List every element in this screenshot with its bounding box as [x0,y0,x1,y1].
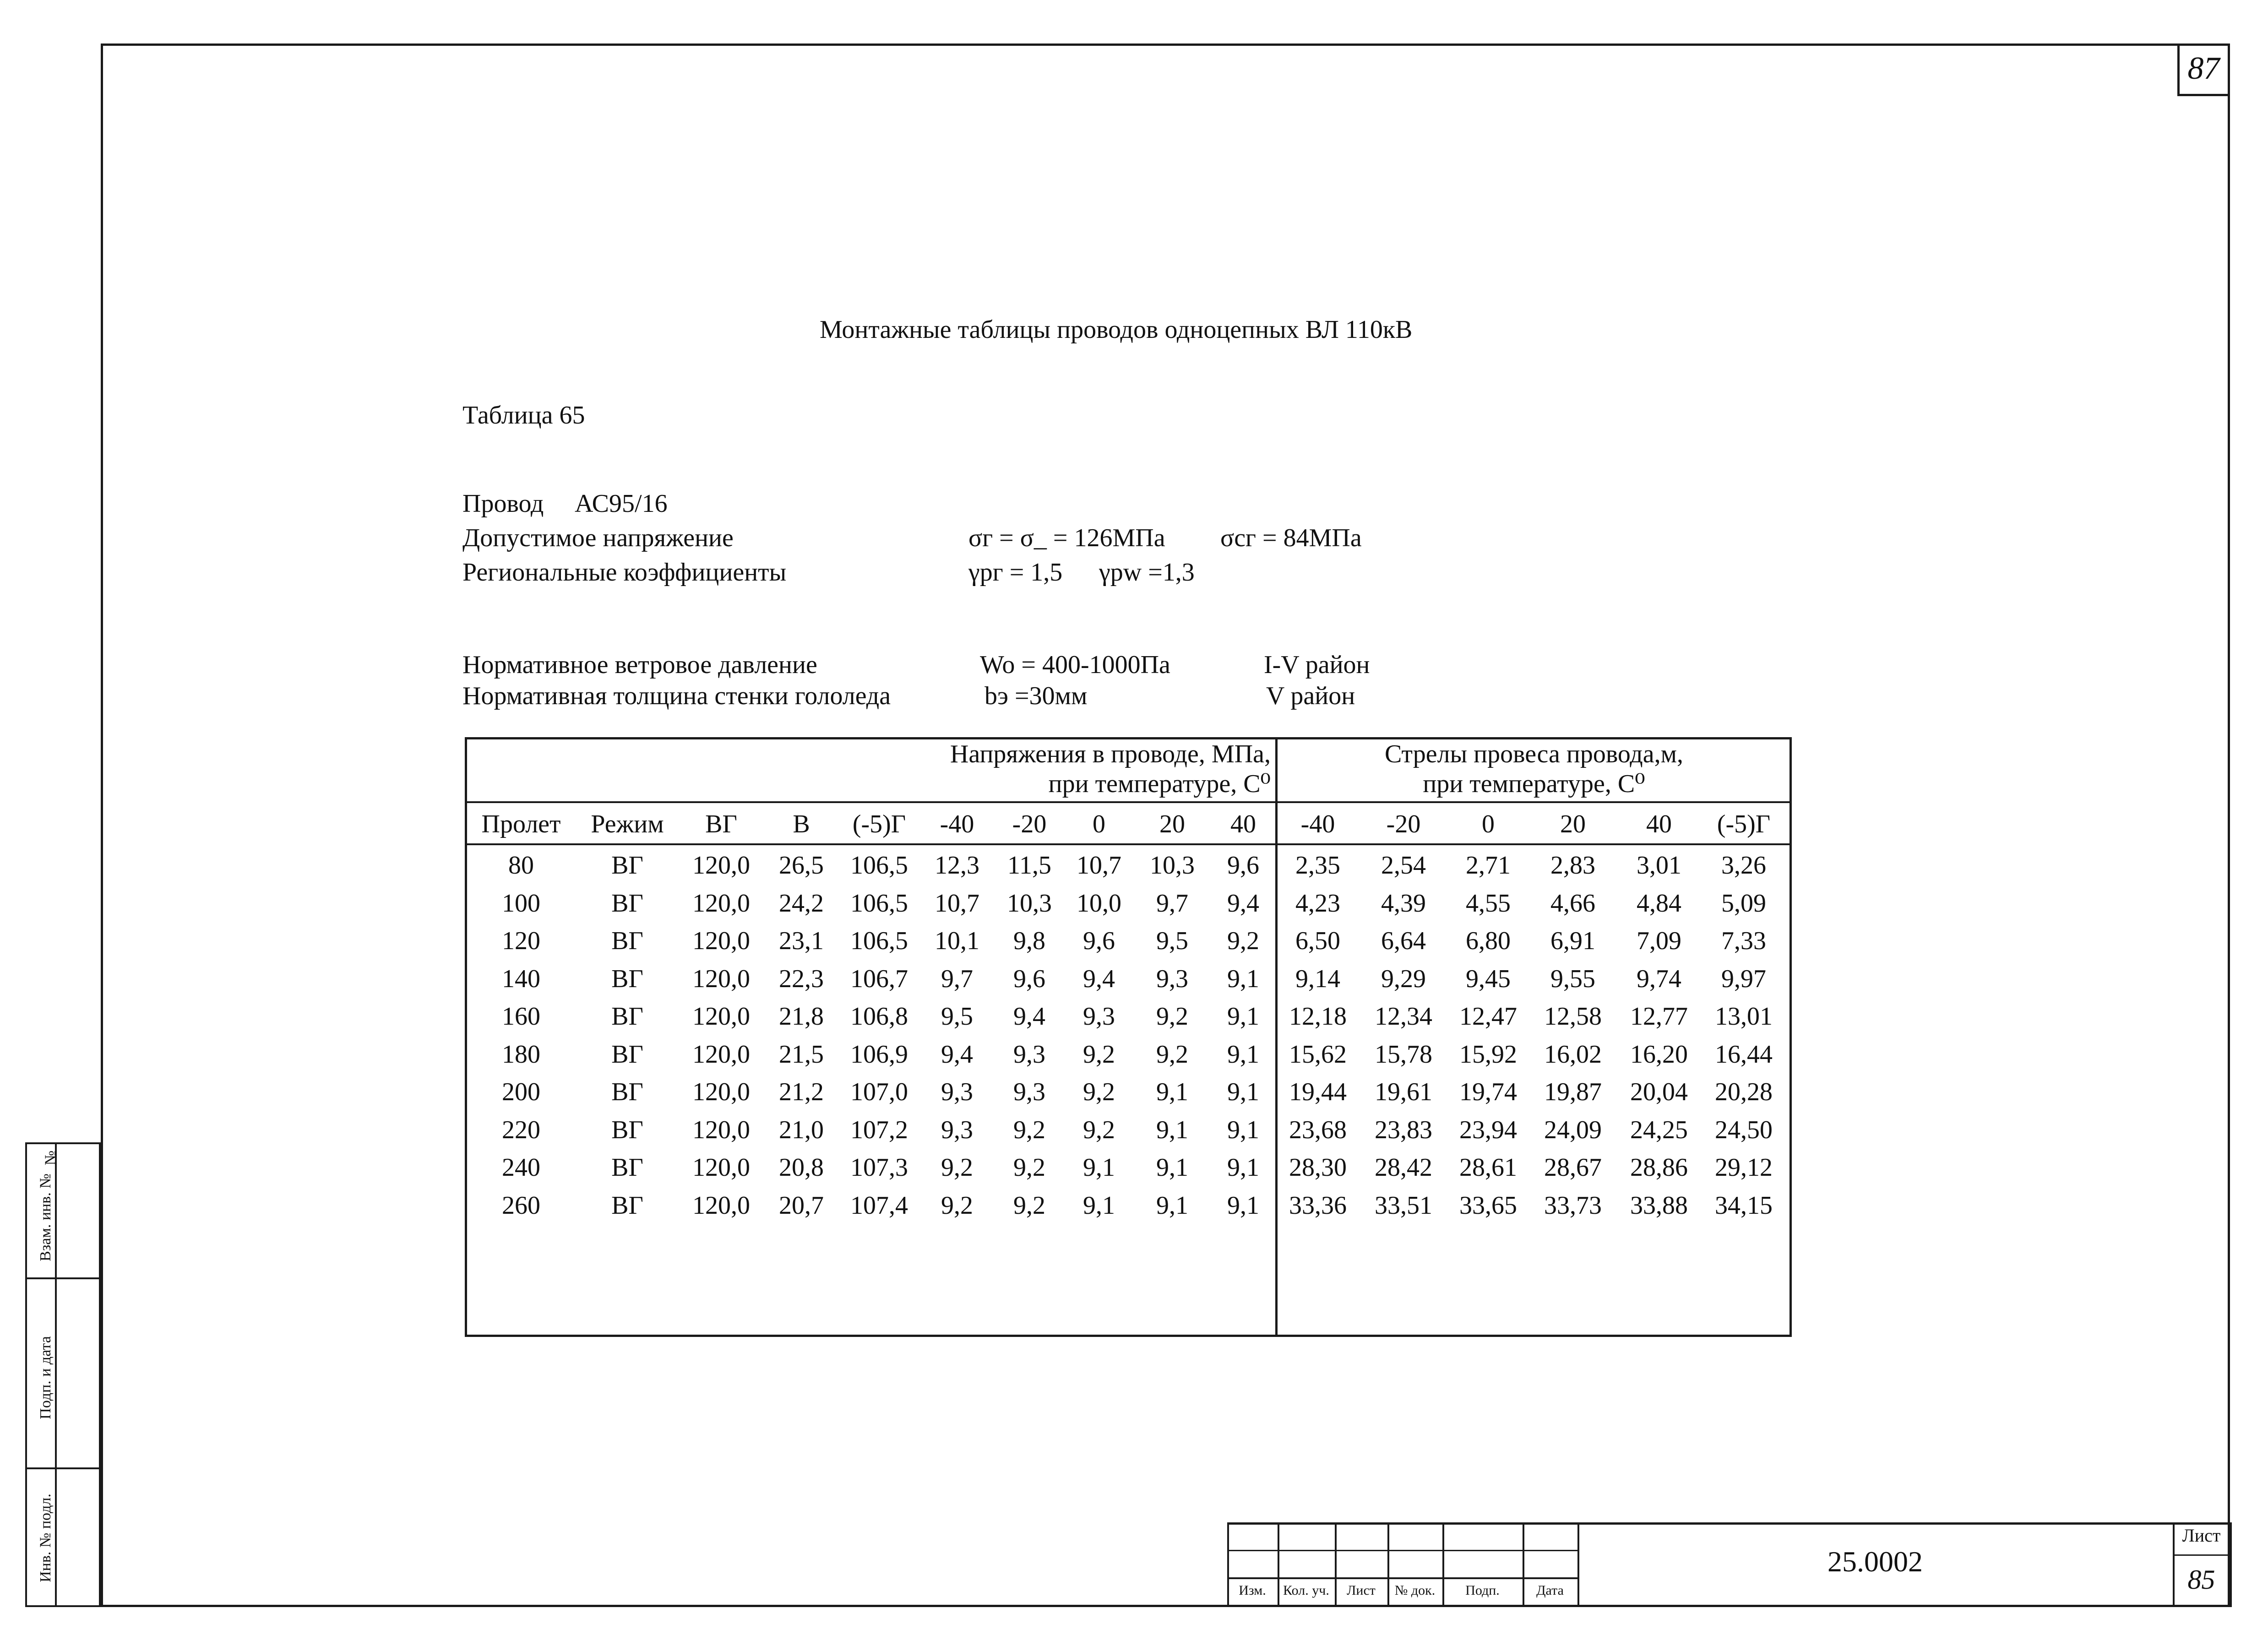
sheet-number: 85 [2187,1564,2215,1595]
table-cell: 28,30 [1289,1153,1347,1182]
table-cell: 200 [502,1078,540,1106]
table-cell: 9,5 [1156,927,1188,955]
table-cell: 9,1 [1156,1115,1188,1144]
side-stamp [25,1142,101,1607]
table-cell: 9,2 [1013,1115,1045,1144]
table-cell: 12,58 [1544,1002,1602,1031]
table-cell: 107,0 [850,1078,908,1106]
table-cell: 24,25 [1630,1115,1688,1144]
table-cell: 4,39 [1381,889,1426,918]
table-cell: 9,1 [1227,1040,1259,1069]
table-cell: 23,83 [1375,1115,1432,1144]
ice-value: bэ =30мм [984,682,1088,710]
table-cell: 9,2 [1083,1040,1115,1069]
regional-coeff-value2: γpw =1,3 [1099,558,1195,587]
table-cell: 9,2 [941,1153,973,1182]
table-cell: ВГ [611,851,643,880]
table-cell: ВГ [611,927,643,955]
table-cell: 9,4 [1083,964,1115,993]
table-cell: 9,97 [1721,964,1766,993]
table-cell: 140 [502,964,540,993]
table-cell: ВГ [611,1115,643,1144]
table-cell: 10,1 [935,927,979,955]
column-header: -40 [1300,810,1335,838]
table-cell: 180 [502,1040,540,1069]
table-cell: 160 [502,1002,540,1031]
table-cell: 9,2 [1227,927,1259,955]
table-cell: 120,0 [692,851,750,880]
ice-label: Нормативная толщина стенки гололеда [462,682,891,710]
table-cell: 33,88 [1630,1191,1688,1220]
table-cell: 9,2 [941,1191,973,1220]
table-cell: 11,5 [1007,851,1051,880]
table-cell: 9,1 [1227,964,1259,993]
table-cell: 28,67 [1544,1153,1602,1182]
table-cell: 5,09 [1721,889,1766,918]
stamp-hline [1227,1550,1577,1551]
table-cell: ВГ [611,1153,643,1182]
table-cell: 9,2 [1013,1153,1045,1182]
table-cell: 4,23 [1295,889,1340,918]
table-cell: 20,7 [779,1191,824,1220]
table-cell: 9,3 [941,1115,973,1144]
column-header: Режим [591,810,664,838]
stamp-hline [1227,1577,1577,1579]
table-cell: 106,5 [850,927,908,955]
stamp-col-label: № док. [1394,1583,1436,1598]
table-cell: 106,7 [850,964,908,993]
table-cell: 9,1 [1083,1191,1115,1220]
table-cell: 9,2 [1156,1040,1188,1069]
column-header: 0 [1482,810,1495,838]
table-cell: 3,01 [1637,851,1681,880]
table-cell: ВГ [611,1002,643,1031]
allowable-stress-value1: σг = σ_ = 126МПа [968,524,1165,552]
table-cell: 9,4 [1013,1002,1045,1031]
table-cell: 9,74 [1637,964,1681,993]
table-cell: 19,87 [1544,1078,1602,1106]
column-header: В [793,810,810,838]
table-cell: 9,2 [1156,1002,1188,1031]
doc-number: 25.0002 [1827,1545,1923,1578]
stamp-col-label: Кол. уч. [1283,1583,1329,1598]
table-cell: 9,3 [1083,1002,1115,1031]
table-cell: 9,45 [1466,964,1511,993]
table-cell: 33,73 [1544,1191,1602,1220]
table-cell: ВГ [611,1078,643,1106]
allowable-stress-label: Допустимое напряжение [462,524,734,552]
table-cell: 107,4 [850,1191,908,1220]
table-cell: 120,0 [692,1153,750,1182]
table-cell: 7,33 [1721,927,1766,955]
table-cell: 4,55 [1466,889,1511,918]
table-cell: 9,2 [1083,1115,1115,1144]
table-cell: 120,0 [692,1002,750,1031]
table-cell: 10,3 [1007,889,1052,918]
table-cell: 9,4 [941,1040,973,1069]
table-cell: 120,0 [692,889,750,918]
table-cell: 10,7 [1077,851,1121,880]
table-cell: 6,50 [1295,927,1340,955]
table-cell: 120,0 [692,1191,750,1220]
table-cell: 9,4 [1227,889,1259,918]
sag-header-line1: Стрелы провеса провода,м, [1384,740,1684,768]
table-cell: 120,0 [692,1115,750,1144]
table-cell: 120,0 [692,964,750,993]
regional-coeff-label: Региональные коэффициенты [462,558,787,587]
table-cell: 80 [508,851,534,880]
column-header: 40 [1230,810,1256,838]
table-cell: 16,20 [1630,1040,1688,1069]
table-cell: 16,44 [1715,1040,1773,1069]
table-cell: 9,8 [1013,927,1045,955]
table-cell: 19,74 [1459,1078,1517,1106]
table-cell: 260 [502,1191,540,1220]
column-header: ВГ [705,810,737,838]
table-cell: 21,0 [779,1115,824,1144]
side-label-signature: Подп. и дата [37,1336,54,1419]
table-cell: 10,0 [1077,889,1121,918]
table-cell: 120,0 [692,1078,750,1106]
table-cell: 9,1 [1156,1153,1188,1182]
stamp-col-label: Изм. [1239,1583,1266,1598]
table-cell: 20,28 [1715,1078,1773,1106]
table-cell: 22,3 [779,964,824,993]
table-cell: 2,83 [1550,851,1595,880]
table-cell: 220 [502,1115,540,1144]
table-cell: 12,34 [1375,1002,1432,1031]
table-cell: 28,86 [1630,1153,1688,1182]
table-cell: 6,91 [1550,927,1595,955]
table-cell: 4,66 [1550,889,1595,918]
column-header: (-5)Г [852,810,906,838]
table-cell: 33,65 [1459,1191,1517,1220]
table-cell: 9,14 [1295,964,1340,993]
table-cell: 6,80 [1466,927,1511,955]
table-cell: 9,3 [1013,1078,1045,1106]
column-header: (-5)Г [1717,810,1771,838]
table-cell: 2,35 [1295,851,1340,880]
table-cell: 9,1 [1156,1078,1188,1106]
table-cell: 2,71 [1466,851,1511,880]
side-stamp-hline1 [25,1277,101,1279]
column-header: 0 [1093,810,1105,838]
table-cell: 106,5 [850,889,908,918]
table-cell: 9,3 [941,1078,973,1106]
column-header: 20 [1560,810,1586,838]
table-header-rule [465,801,1792,803]
table-cell: 107,3 [850,1153,908,1182]
table-cell: 106,8 [850,1002,908,1031]
column-header: -40 [940,810,974,838]
table-cell: 9,1 [1227,1153,1259,1182]
table-cell: 120,0 [692,927,750,955]
table-cell: 10,3 [1150,851,1195,880]
table-cell: ВГ [611,1040,643,1069]
table-cell: 13,01 [1715,1002,1773,1031]
table-cell: 107,2 [850,1115,908,1144]
table-cell: 20,04 [1630,1078,1688,1106]
table-cell: 24,50 [1715,1115,1773,1144]
side-label-replaced: Взам. инв. № [37,1173,54,1261]
table-cell: 28,61 [1459,1153,1517,1182]
wind-label: Нормативное ветровое давление [462,651,817,679]
table-cell: ВГ [611,964,643,993]
wind-region: I-V район [1264,651,1370,679]
side-stamp-hline2 [25,1467,101,1469]
column-header: -20 [1386,810,1421,838]
table-cell: 23,94 [1459,1115,1517,1144]
document-title: Монтажные таблицы проводов одноцепных ВЛ 110кВ [820,315,1413,344]
table-cell: 120,0 [692,1040,750,1069]
table-cell: 12,47 [1459,1002,1517,1031]
table-colhead-rule [465,843,1792,845]
table-cell: 120 [502,927,540,955]
ice-region: V район [1266,682,1355,710]
table-cell: 9,3 [1013,1040,1045,1069]
table-cell: 9,6 [1083,927,1115,955]
regional-coeff-value1: γрг = 1,5 [968,558,1063,587]
table-cell: 15,92 [1459,1040,1517,1069]
table-cell: 29,12 [1715,1153,1773,1182]
table-cell: 12,77 [1630,1002,1688,1031]
side-label-inventory: Инв. № подл. [37,1494,54,1582]
table-cell: 240 [502,1153,540,1182]
column-header: 20 [1159,810,1185,838]
table-cell: 26,5 [779,851,824,880]
table-cell: 23,1 [779,927,824,955]
stamp-col-label: Лист [1347,1583,1376,1598]
table-cell: ВГ [611,889,643,918]
table-cell: 24,09 [1544,1115,1602,1144]
table-cell: ВГ [611,1191,643,1220]
side-stamp-vline [55,1142,57,1607]
table-cell: 9,3 [1156,964,1188,993]
table-cell: 19,44 [1289,1078,1347,1106]
table-cell: 21,2 [779,1078,824,1106]
column-header: -20 [1012,810,1047,838]
table-cell: 21,5 [779,1040,824,1069]
stress-header-line2: при температуре, С⁰ [1048,770,1271,798]
table-cell: 9,29 [1381,964,1426,993]
table-cell: 2,54 [1381,851,1426,880]
table-cell: 24,2 [779,889,824,918]
stamp-hline [2173,1554,2230,1556]
column-header: 40 [1646,810,1672,838]
table-cell: 20,8 [779,1153,824,1182]
wire-value: АС95/16 [575,489,668,518]
table-cell: 9,1 [1227,1002,1259,1031]
table-cell: 28,42 [1375,1153,1432,1182]
stamp-vline [2230,1522,2232,1607]
table-cell: 19,61 [1375,1078,1432,1106]
table-cell: 100 [502,889,540,918]
table-cell: 106,9 [850,1040,908,1069]
wind-value: Wo = 400-1000Па [980,651,1170,679]
table-cell: 9,2 [1013,1191,1045,1220]
table-cell: 16,02 [1544,1040,1602,1069]
table-cell: 33,51 [1375,1191,1432,1220]
sheet-label: Лист [2182,1525,2221,1546]
table-cell: 9,6 [1227,851,1259,880]
stamp-col-label: Подп. [1465,1583,1500,1598]
table-cell: 9,1 [1083,1153,1115,1182]
table-cell: 34,15 [1715,1191,1773,1220]
table-cell: 33,36 [1289,1191,1347,1220]
table-cell: 9,6 [1013,964,1045,993]
table-cell: 12,18 [1289,1002,1347,1031]
table-cell: 6,64 [1381,927,1426,955]
table-cell: 9,7 [941,964,973,993]
allowable-stress-value2: σсг = 84МПа [1220,524,1362,552]
table-cell: 7,09 [1637,927,1681,955]
side-label-no: № [42,1150,60,1166]
table-cell: 9,1 [1227,1191,1259,1220]
table-cell: 3,26 [1721,851,1766,880]
sag-header-line2: при температуре, С⁰ [1423,770,1645,798]
table-cell: 9,7 [1156,889,1188,918]
table-cell: 106,5 [850,851,908,880]
wire-label: Провод [462,489,544,518]
table-label: Таблица 65 [462,401,585,429]
table-cell: 9,1 [1227,1078,1259,1106]
stress-header-line1: Напряжения в проводе, МПа, [950,740,1271,768]
table-cell: 9,2 [1083,1078,1115,1106]
table-cell: 12,3 [935,851,979,880]
table-cell: 9,5 [941,1002,973,1031]
table-cell: 15,62 [1289,1040,1347,1069]
table-cell: 9,1 [1227,1115,1259,1144]
table-cell: 15,78 [1375,1040,1432,1069]
page-number: 87 [2187,51,2220,86]
column-header: Пролет [481,810,561,838]
table-cell: 10,7 [935,889,979,918]
table-cell: 23,68 [1289,1115,1347,1144]
table-cell: 21,8 [779,1002,824,1031]
stamp-col-label: Дата [1536,1583,1564,1598]
table-cell: 9,1 [1156,1191,1188,1220]
table-cell: 4,84 [1637,889,1681,918]
table-cell: 9,55 [1550,964,1595,993]
